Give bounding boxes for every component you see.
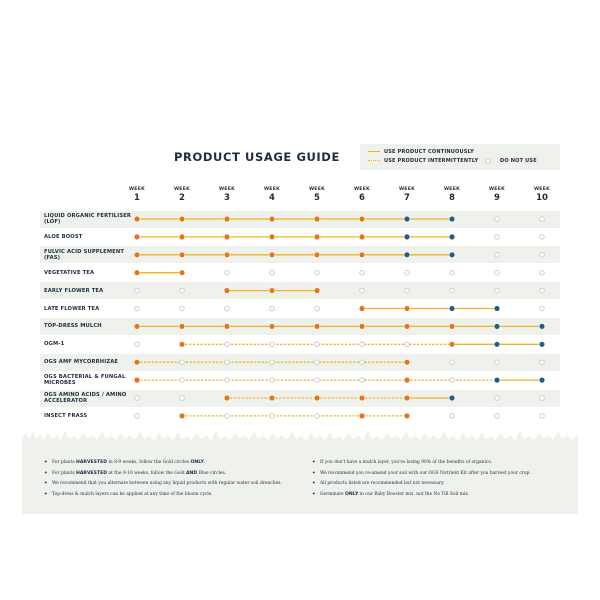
note-item <box>44 492 304 497</box>
week-number: 5 <box>314 193 320 203</box>
note-text-post: Blue circles. <box>197 470 227 476</box>
week-number: 3 <box>224 193 230 203</box>
gold-circle-icon <box>359 395 365 401</box>
page-title: PRODUCT USAGE GUIDE <box>174 150 340 164</box>
do-not-use-circle-icon <box>495 288 500 293</box>
do-not-use-circle-icon <box>540 414 545 419</box>
do-not-use-circle-icon <box>180 288 185 293</box>
note-item <box>44 481 304 486</box>
do-not-use-circle-icon <box>180 396 185 401</box>
gold-circle-icon <box>449 324 455 330</box>
legend-do-not-use-label: DO NOT USE <box>500 157 537 164</box>
week-number: 4 <box>269 193 275 203</box>
note-text-bold2: AND <box>185 470 198 476</box>
notes-left-column <box>44 460 304 502</box>
do-not-use-circle-icon <box>225 378 230 383</box>
do-not-use-circle-icon <box>135 396 140 401</box>
note-text-pre: For plants <box>52 460 77 465</box>
do-not-use-circle-icon <box>540 217 545 222</box>
gold-circle-icon <box>179 341 185 347</box>
bullet-icon: • <box>44 480 48 488</box>
blue-circle-icon <box>494 324 500 330</box>
do-not-use-circle-icon <box>225 360 230 365</box>
do-not-use-circle-icon <box>225 414 230 419</box>
note-text-pre: We recommend you re-amend your soil with our OGS Nutrient Kit after you harvest your crop. <box>320 470 531 476</box>
do-not-use-circle-icon <box>450 414 455 419</box>
do-not-use-circle-icon <box>450 288 455 293</box>
gold-circle-icon <box>179 252 185 258</box>
bullet-icon: • <box>312 480 316 488</box>
do-not-use-circle-icon <box>270 414 275 419</box>
do-not-use-circle-icon <box>135 414 140 419</box>
do-not-use-circle-icon <box>360 360 365 365</box>
gold-circle-icon <box>359 216 365 222</box>
do-not-use-circle-icon <box>495 217 500 222</box>
do-not-use-circle-icon <box>540 396 545 401</box>
gold-circle-icon <box>269 324 275 330</box>
gold-circle-icon <box>224 288 230 294</box>
do-not-use-circle-icon <box>315 270 320 275</box>
blue-circle-icon <box>449 252 455 258</box>
do-not-use-circle-icon <box>360 288 365 293</box>
week-word: WEEK <box>533 187 551 192</box>
blue-circle-icon <box>539 324 545 330</box>
bullet-icon: • <box>312 459 316 466</box>
legend-continuous-label: USE PRODUCT CONTINUOUSLY <box>384 148 474 155</box>
gold-circle-icon <box>359 324 365 330</box>
note-item <box>312 492 572 497</box>
gold-circle-icon <box>269 395 275 401</box>
week-word: WEEK <box>398 187 416 192</box>
week-word: WEEK <box>128 187 146 192</box>
note-text-pre: We recommend that you alternate between using any liquid products with regular water soil drenches. <box>52 481 282 487</box>
gold-circle-icon <box>179 234 185 240</box>
do-not-use-circle-icon <box>180 378 185 383</box>
week-word: WEEK <box>353 187 371 192</box>
week-word: WEEK <box>173 187 191 192</box>
do-not-use-circle-icon <box>180 360 185 365</box>
gold-circle-icon <box>359 252 365 258</box>
do-not-use-circle-icon <box>180 306 185 311</box>
gold-circle-icon <box>179 216 185 222</box>
do-not-use-circle-icon <box>135 342 140 347</box>
do-not-use-circle-icon <box>360 270 365 275</box>
gold-circle-icon <box>269 216 275 222</box>
gold-circle-icon <box>314 252 320 258</box>
gold-circle-icon <box>404 359 410 365</box>
note-text-bold: ONLY <box>344 491 359 497</box>
week-number: 8 <box>449 193 455 203</box>
week-number: 9 <box>494 193 500 203</box>
product-label: OGS BACTERIAL & FUNGAL MICROBES <box>44 374 126 387</box>
do-not-use-circle-icon <box>405 342 410 347</box>
note-text-mid: in our Baby Booster mix, not the No Till Soil mix. <box>358 491 470 497</box>
do-not-use-circle-icon <box>540 306 545 311</box>
gold-circle-icon <box>134 252 140 258</box>
legend-intermittent-label: USE PRODUCT INTERMITTENTLY <box>384 157 479 164</box>
product-label: OGS AMINO ACIDS / AMINO ACCELERATOR <box>44 392 127 404</box>
note-text-bold2: ONLY <box>190 460 204 465</box>
bullet-icon: • <box>44 490 48 498</box>
do-not-use-circle-icon <box>315 414 320 419</box>
do-not-use-circle-icon <box>270 306 275 311</box>
gold-circle-icon <box>404 377 410 383</box>
week-number: 2 <box>179 193 185 203</box>
gold-circle-icon <box>404 306 410 312</box>
do-not-use-circle-icon <box>495 270 500 275</box>
gold-circle-icon <box>314 324 320 330</box>
note-text-post: . <box>203 460 206 465</box>
blue-circle-icon <box>449 306 455 312</box>
do-not-use-circle-icon <box>540 360 545 365</box>
do-not-use-circle-icon <box>495 360 500 365</box>
blue-circle-icon <box>494 306 500 312</box>
blue-circle-icon <box>404 234 410 240</box>
note-item <box>312 471 572 476</box>
product-label: EARLY FLOWER TEA <box>44 287 104 294</box>
gold-circle-icon <box>224 324 230 330</box>
do-not-use-circle-icon <box>450 360 455 365</box>
week-word: WEEK <box>443 187 461 192</box>
do-not-use-circle-icon <box>450 270 455 275</box>
gold-circle-icon <box>224 252 230 258</box>
note-text-pre: Top-dress & mulch layers can be applied at any time of the bloom cycle. <box>52 491 213 497</box>
note-item <box>312 460 572 465</box>
product-label: INSECT FRASS <box>44 412 88 419</box>
product-label: ALOE BOOST <box>44 233 83 240</box>
bullet-icon: • <box>44 469 48 477</box>
week-word: WEEK <box>308 187 326 192</box>
do-not-use-circle-icon <box>540 253 545 258</box>
do-not-use-circle-icon <box>315 360 320 365</box>
gold-circle-icon <box>269 288 275 294</box>
do-not-use-circle-icon <box>270 360 275 365</box>
bullet-icon: • <box>44 459 48 466</box>
blue-circle-icon <box>449 234 455 240</box>
gold-circle-icon <box>134 324 140 330</box>
gold-circle-icon <box>269 234 275 240</box>
note-text-mid: at the 9-10 weeks, follow the Gold <box>107 470 186 476</box>
week-number: 1 <box>134 193 140 203</box>
gold-circle-icon <box>404 413 410 419</box>
gold-circle-icon <box>134 216 140 222</box>
do-not-use-circle-icon <box>315 306 320 311</box>
do-not-use-circle-icon <box>540 235 545 240</box>
note-text-pre: For plants <box>52 470 77 476</box>
gold-circle-icon <box>179 413 185 419</box>
week-number: 7 <box>404 193 410 203</box>
do-not-use-circle-icon <box>225 342 230 347</box>
notes-right-column <box>312 460 572 502</box>
blue-circle-icon <box>539 341 545 347</box>
note-item <box>312 481 572 486</box>
gold-circle-icon <box>404 395 410 401</box>
product-label: FULVIC ACID SUPPLEMENT (FAS) <box>44 248 125 261</box>
gold-circle-icon <box>134 270 140 276</box>
gold-circle-icon <box>224 216 230 222</box>
do-not-use-circle-icon <box>135 306 140 311</box>
gold-circle-icon <box>224 395 230 401</box>
gold-circle-icon <box>404 324 410 330</box>
note-text-bold: HARVESTED <box>76 460 108 465</box>
blue-circle-icon <box>494 377 500 383</box>
gold-circle-icon <box>179 324 185 330</box>
week-number: 6 <box>359 193 365 203</box>
blue-circle-icon <box>449 216 455 222</box>
do-not-use-circle-icon <box>495 396 500 401</box>
note-text-pre: All products listed are recommended but not necessary. <box>320 481 445 487</box>
do-not-use-circle-icon <box>270 342 275 347</box>
blue-circle-icon <box>494 341 500 347</box>
do-not-use-circle-icon <box>405 288 410 293</box>
do-not-use-circle-icon <box>540 288 545 293</box>
gold-circle-icon <box>314 216 320 222</box>
product-label: OGS AMF MYCORRHIZAE <box>44 359 119 366</box>
week-word: WEEK <box>488 187 506 192</box>
gold-circle-icon <box>359 306 365 312</box>
do-not-use-circle-icon <box>495 235 500 240</box>
do-not-use-circle-icon <box>495 414 500 419</box>
do-not-use-circle-icon <box>315 342 320 347</box>
product-label: TOP-DRESS MULCH <box>44 323 102 330</box>
gold-circle-icon <box>224 234 230 240</box>
week-number: 10 <box>536 193 548 203</box>
blue-circle-icon <box>539 377 545 383</box>
do-not-use-circle-icon <box>225 270 230 275</box>
do-not-use-circle-icon <box>135 288 140 293</box>
blue-circle-icon <box>404 252 410 258</box>
do-not-use-circle-icon <box>450 378 455 383</box>
do-not-use-circle-icon <box>270 270 275 275</box>
bullet-icon: • <box>312 469 316 477</box>
do-not-use-circle-icon <box>360 342 365 347</box>
gold-circle-icon <box>134 234 140 240</box>
week-word: WEEK <box>218 187 236 192</box>
gold-circle-icon <box>314 395 320 401</box>
do-not-use-circle-icon <box>225 306 230 311</box>
product-label: LIQUID ORGANIC FERTILISER (LOF) <box>44 213 132 225</box>
note-text-pre: Germinate <box>320 491 345 497</box>
note-item <box>44 471 304 476</box>
do-not-use-circle-icon <box>270 378 275 383</box>
gold-circle-icon <box>359 234 365 240</box>
gold-circle-icon <box>314 288 320 294</box>
gold-circle-icon <box>449 341 455 347</box>
product-label: VEGETATIVE TEA <box>44 269 95 276</box>
gold-circle-icon <box>134 359 140 365</box>
do-not-use-circle-icon <box>315 378 320 383</box>
product-label: LATE FLOWER TEA <box>44 305 100 312</box>
do-not-use-circle-icon <box>360 378 365 383</box>
note-text-mid: in 8-9 weeks, follow the Gold circles <box>107 460 191 465</box>
bullet-icon: • <box>312 490 316 498</box>
do-not-use-circle-icon <box>495 253 500 258</box>
do-not-use-circle-icon <box>405 270 410 275</box>
gold-circle-icon <box>314 234 320 240</box>
gold-circle-icon <box>179 270 185 276</box>
blue-circle-icon <box>449 395 455 401</box>
note-item <box>44 460 304 465</box>
note-text-bold: HARVESTED <box>76 470 108 476</box>
do-not-use-circle-icon <box>540 270 545 275</box>
product-label: OGM-1 <box>44 341 65 348</box>
week-word: WEEK <box>263 187 281 192</box>
note-text-pre: If you don't have a mulch layer, you're losing 90% of the benefits of organics. <box>320 460 493 465</box>
gold-circle-icon <box>359 413 365 419</box>
blue-circle-icon <box>404 216 410 222</box>
gold-circle-icon <box>134 377 140 383</box>
gold-circle-icon <box>269 252 275 258</box>
